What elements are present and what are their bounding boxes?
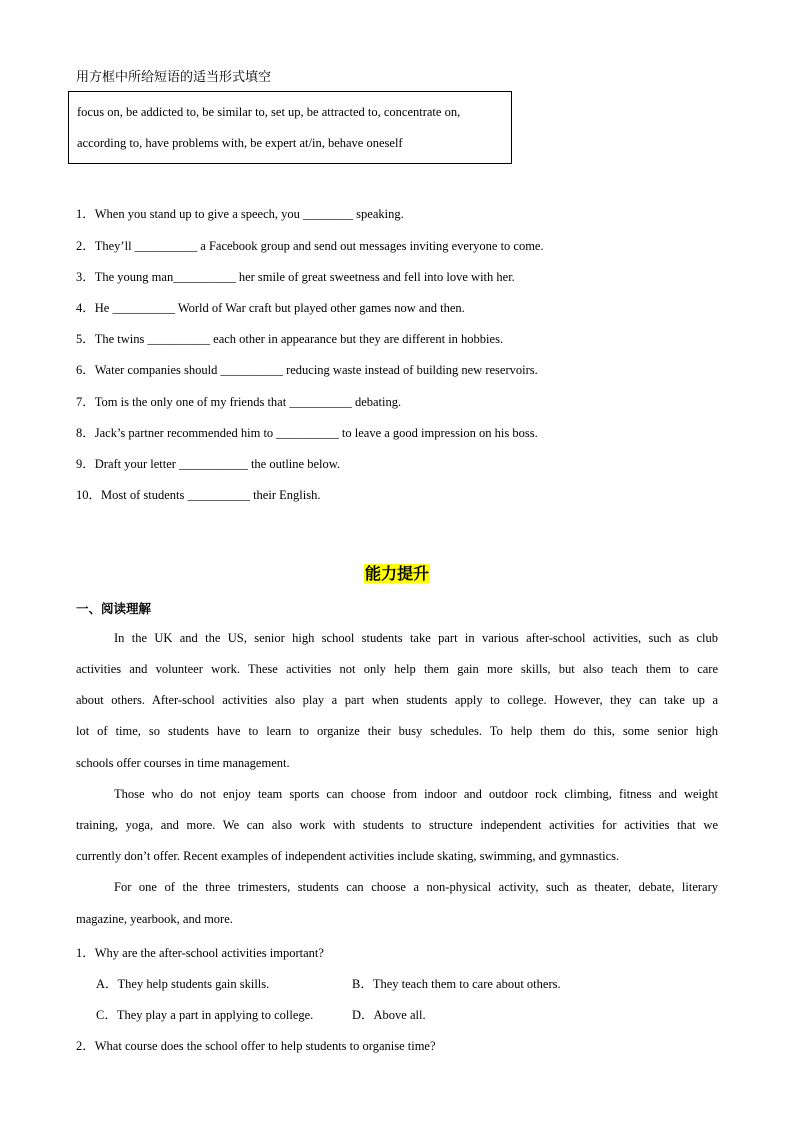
passage-line: In the UK and the US, senior high school students take part in various after-school activities, such as club (114, 631, 718, 645)
reading-question-1: 1．Why are the after-school activities important? (76, 946, 324, 960)
passage-line: Those who do not enjoy team sports can choose from indoor and outdoor rock climbing, fitness and weight (114, 787, 718, 801)
passage-line: schools offer courses in time management. (76, 756, 290, 770)
passage-line: activities and volunteer work. These activities not only help them gain more skills, but also teach them to care (76, 662, 718, 676)
phrase-box-line: according to, have problems with, be expert at/in, behave oneself (77, 136, 403, 150)
passage-line: training, yoga, and more. We can also work with students to structure independent activities for activities that we (76, 818, 718, 832)
fill-question-3: 3．The young man__________ her smile of great sweetness and fell into love with her. (76, 270, 515, 284)
fill-question-7: 7．Tom is the only one of my friends that __________ debating. (76, 395, 402, 409)
passage-line: about others. After-school activities also play a part when students apply to college. However, they can take up a (76, 693, 718, 707)
fill-question-4: 4．He __________ World of War craft but played other games now and then. (76, 301, 465, 315)
fill-question-10: 10．Most of students __________ their English. (76, 488, 321, 502)
option-b: B．They teach them to care about others. (352, 977, 561, 991)
passage-line: For one of the three trimesters, students can choose a non-physical activity, such as theater, debate, literary (114, 880, 718, 894)
fill-question-5: 5．The twins __________ each other in appearance but they are different in hobbies. (76, 332, 504, 346)
subsection-title: 一、阅读理解 (76, 601, 152, 616)
phrase-box (68, 91, 512, 164)
instruction-text: 用方框中所给短语的适当形式填空 (76, 70, 272, 85)
passage-line: magazine, yearbook, and more. (76, 912, 233, 926)
fill-question-6: 6．Water companies should __________ reducing waste instead of building new reservoirs. (76, 363, 538, 377)
section-title (0, 561, 794, 584)
passage-line: lot of time, so students have to learn to organize their busy schedules. To help them do this, some senior high (76, 724, 718, 738)
reading-question-2: 2．What course does the school offer to help students to organise time? (76, 1039, 436, 1053)
section-title-text: 能力提升 (364, 564, 429, 583)
option-d: D．Above all. (352, 1008, 426, 1022)
fill-question-2: 2．They’ll __________ a Facebook group and send out messages inviting everyone to come. (76, 239, 544, 253)
phrase-box-line: focus on, be addicted to, be similar to, set up, be attracted to, concentrate on, (77, 105, 461, 119)
option-a: A．They help students gain skills. (96, 977, 270, 991)
fill-question-1: 1．When you stand up to give a speech, you ________ speaking. (76, 207, 404, 221)
passage-line: currently don’t offer. Recent examples of independent activities include skating, swimming, and gymnastics. (76, 849, 620, 863)
fill-question-9: 9．Draft your letter ___________ the outline below. (76, 457, 341, 471)
fill-question-8: 8．Jack’s partner recommended him to __________ to leave a good impression on his boss. (76, 426, 538, 440)
option-c: C．They play a part in applying to college. (96, 1008, 314, 1022)
